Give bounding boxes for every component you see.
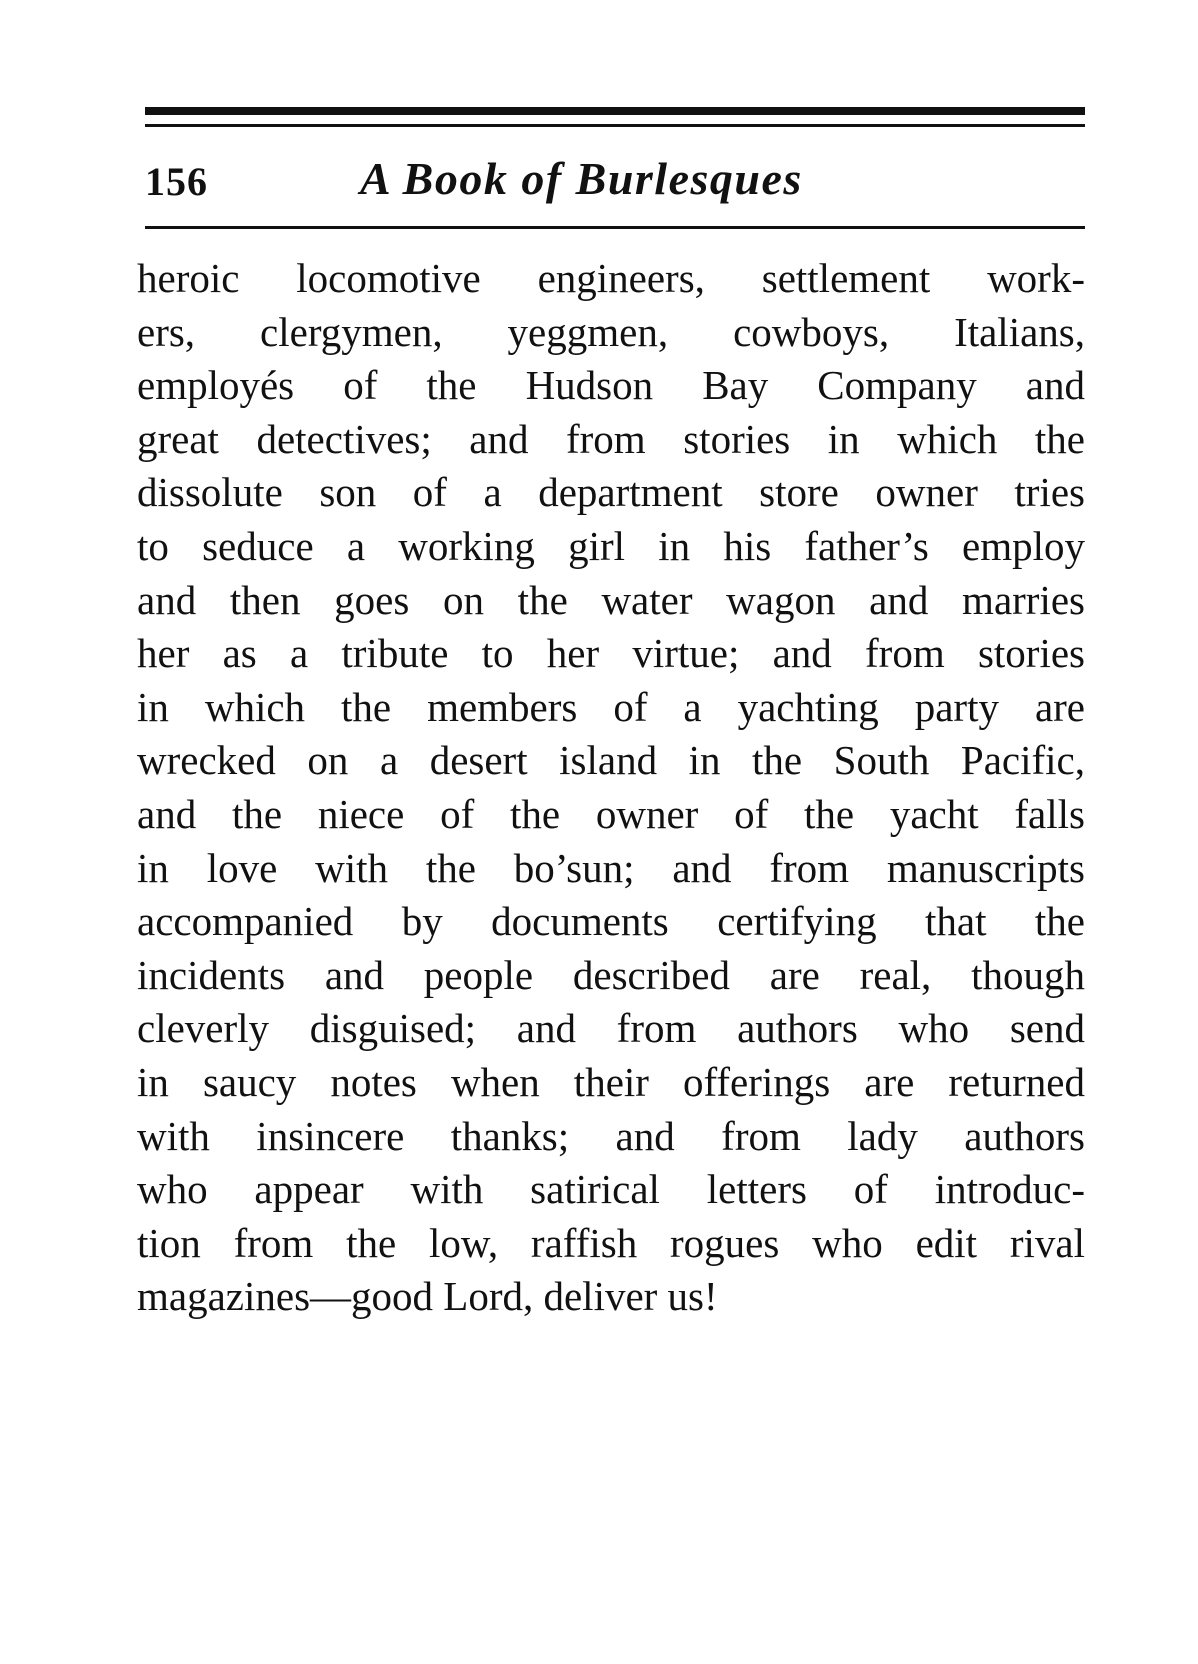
text-line: wrecked on a desert island in the South Pacific, bbox=[137, 737, 1085, 784]
text-line: ers, clergymen, yeggmen, cowboys, Italians, bbox=[137, 308, 1085, 355]
text-line: and the niece of the owner of the yacht falls bbox=[137, 790, 1085, 837]
text-line-last: magazines—good Lord, deliver us! bbox=[137, 1273, 718, 1320]
text-line: employés of the Hudson Bay Company and bbox=[137, 362, 1085, 409]
header-rule bbox=[145, 226, 1085, 229]
text-line: incidents and people described are real, though bbox=[137, 951, 1085, 998]
text-line: tion from the low, raffish rogues who edit rival bbox=[137, 1219, 1085, 1266]
text-line: with insincere thanks; and from lady authors bbox=[137, 1112, 1085, 1159]
text-line: in love with the bo’sun; and from manuscripts bbox=[137, 844, 1085, 891]
text-line: in which the members of a yachting party are bbox=[137, 683, 1085, 730]
text-line: accompanied by documents certifying that the bbox=[137, 898, 1085, 945]
page-number: 156 bbox=[145, 159, 208, 204]
text-line: cleverly disguised; and from authors who send bbox=[137, 1005, 1085, 1052]
text-line: dissolute son of a department store owner tries bbox=[137, 469, 1085, 516]
text-line: to seduce a working girl in his father’s employ bbox=[137, 522, 1085, 569]
top-rule-thick bbox=[145, 107, 1085, 115]
body-text bbox=[137, 252, 1085, 1324]
running-header bbox=[145, 152, 1085, 212]
text-line: and then goes on the water wagon and marries bbox=[137, 576, 1085, 623]
text-line: in saucy notes when their offerings are returned bbox=[137, 1058, 1085, 1105]
text-line: who appear with satirical letters of introduc- bbox=[137, 1166, 1085, 1213]
text-line: great detectives; and from stories in which the bbox=[137, 415, 1085, 462]
text-line: her as a tribute to her virtue; and from stories bbox=[137, 630, 1085, 677]
text-line: heroic locomotive engineers, settlement work- bbox=[137, 255, 1085, 301]
top-rule-thin bbox=[145, 124, 1085, 127]
running-title: A Book of Burlesques bbox=[360, 153, 803, 204]
